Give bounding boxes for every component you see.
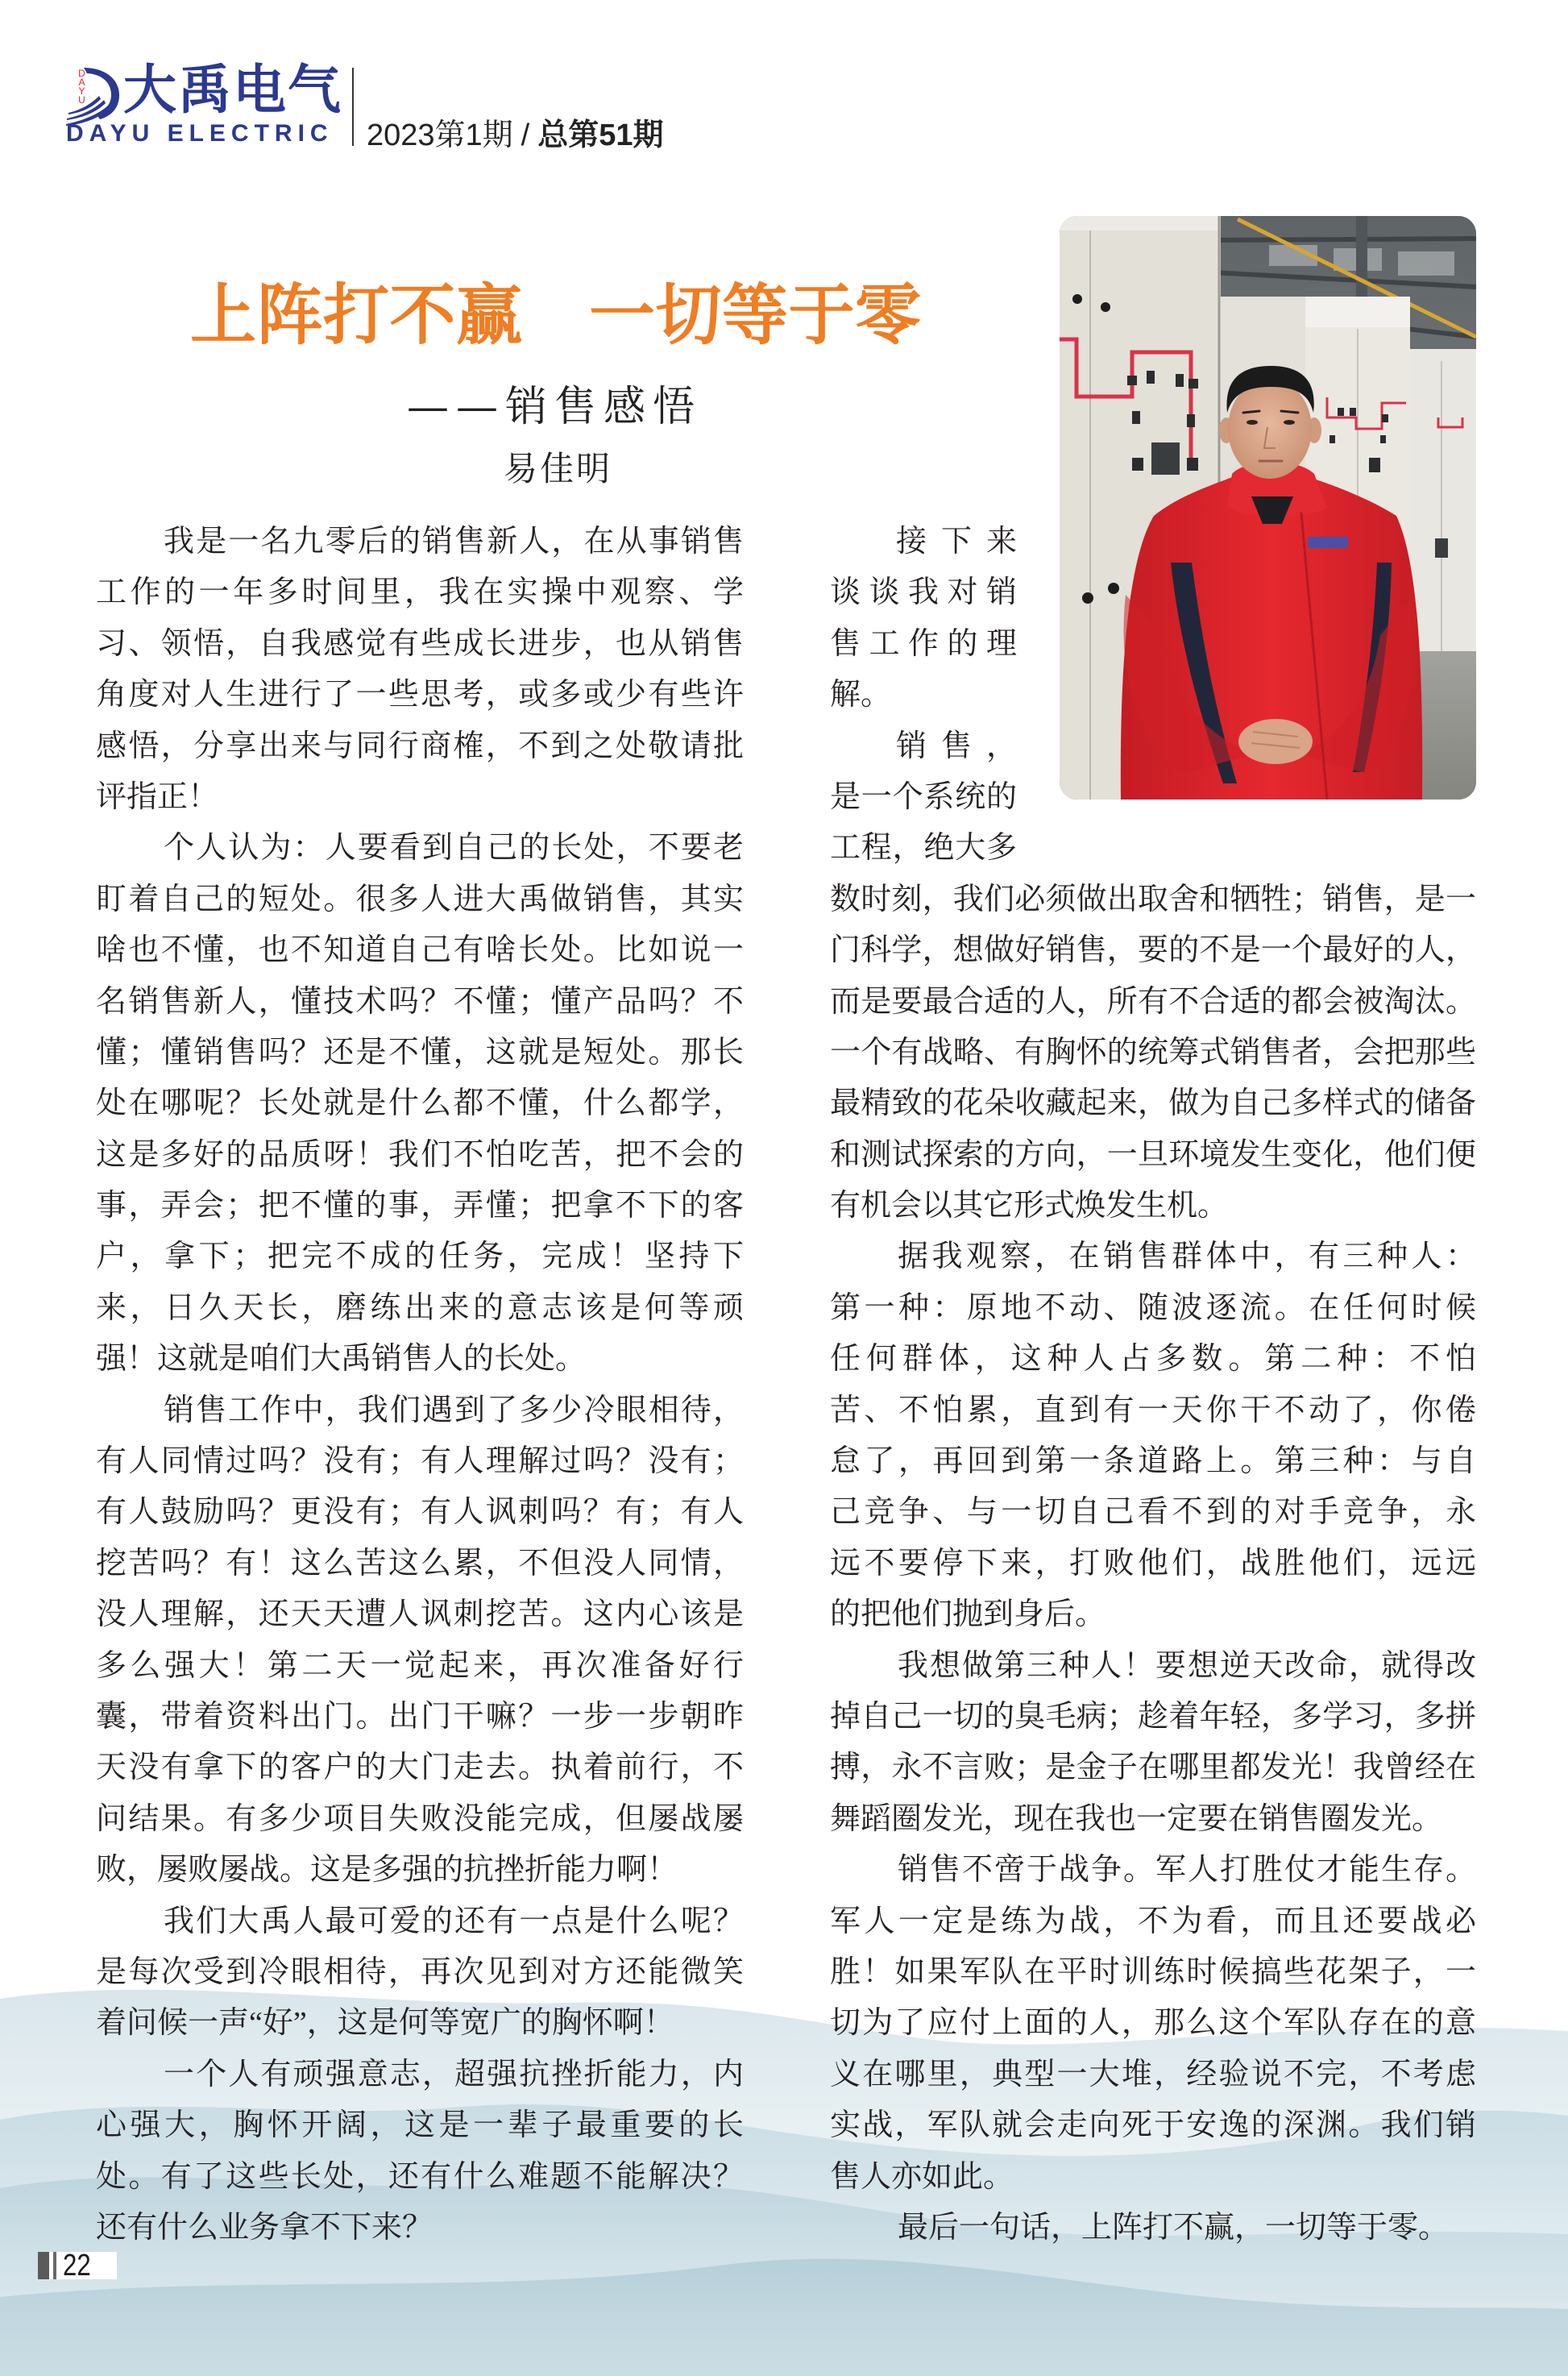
- text-line: 最后一句话，上阵打不赢，一切等于零。: [898, 2210, 1450, 2245]
- text-line: 事，弄会；把不懂的事，弄懂；把拿不下的客: [96, 1189, 744, 1223]
- text-line: 工作的一年多时间里，我在实操中观察、学: [96, 575, 744, 610]
- article-author: 易佳明: [504, 449, 613, 488]
- text-line: 怠了，再回到第一条道路上。第三种：与自: [830, 1444, 1476, 1479]
- text-line: 角度对人生进行了一些思考，或多或少有些许: [96, 678, 744, 712]
- text-line: 有人同情过吗？没有；有人理解过吗？没有；: [96, 1444, 744, 1479]
- text-line: 个人认为：人要看到自己的长处，不要老: [164, 831, 744, 866]
- text-line: 门科学，想做好销售，要的不是一个最好的人，: [830, 933, 1476, 968]
- text-line: 舞蹈圈发光，现在我也一定要在销售圈发光。: [830, 1801, 1443, 1836]
- text-line: 而是要最合适的人，所有不合适的都会被淘汰。: [830, 984, 1476, 1019]
- paragraph: [96, 1896, 744, 2050]
- issue-separator: /: [521, 118, 530, 152]
- paragraph: [830, 517, 1476, 721]
- text-line: 切为了应付上面的人，那么这个军队存在的意: [830, 2006, 1476, 2041]
- text-line: 售人亦如此。: [830, 2159, 1014, 2194]
- text-line: 义在哪里，典型一大堆，经验说不完，不考虑: [830, 2057, 1476, 2091]
- text-line: 解。: [830, 678, 892, 712]
- text-line: 处在哪呢？长处就是什么都不懂，什么都学，: [96, 1086, 744, 1121]
- text-line: 心强大，胸怀开阔，这是一辈子最重要的长: [96, 2108, 744, 2143]
- text-line: 任何群体，这种人占多数。第二种：不怕: [830, 1342, 1476, 1377]
- paragraph: [830, 1232, 1476, 1640]
- text-line: 是每次受到冷眼相待，再次见到对方还能微笑: [96, 1954, 744, 1989]
- text-line: 挖苦吗？有！这么苦这么累，不但没人同情，: [96, 1546, 744, 1581]
- logo-badge-text: DAYU: [78, 68, 85, 106]
- page-number-bar-thick: [38, 2252, 49, 2279]
- text-line: 售工作的理: [830, 626, 1017, 661]
- text-line: 最精致的花朵收藏起来，做为自己多样式的储备: [830, 1086, 1476, 1121]
- text-line: 一个人有顽强意志，超强抗挫折能力，内: [164, 2057, 744, 2091]
- text-line: 己竞争、与一切自己看不到的对手竞争，永: [830, 1495, 1476, 1530]
- text-line: 天没有拿下的客户的大门走去。执着前行，不: [96, 1751, 744, 1785]
- text-line: 和测试探索的方向，一旦环境发生变化，他们便: [830, 1137, 1476, 1172]
- paragraph: [96, 823, 744, 1385]
- text-line: 感悟，分享出来与同行商榷，不到之处敬请批: [96, 729, 744, 763]
- text-line: 是一个系统的: [830, 779, 1017, 814]
- text-line: 我们大禹人最可爱的还有一点是什么呢？: [164, 1904, 744, 1938]
- text-line: 销售不啻于战争。军人打胜仗才能生存。: [898, 1853, 1476, 1888]
- article-subtitle: ——销售感悟: [407, 383, 703, 431]
- text-line: 没人理解，还天天遭人讽刺挖苦。这内心该是: [96, 1597, 744, 1632]
- text-line: 数时刻，我们必须做出取舍和牺牲；销售，是一: [830, 882, 1476, 916]
- text-line: 处。有了这些长处，还有什么难题不能解决？: [96, 2159, 744, 2194]
- text-line: 问结果。有多少项目失败没能完成，但屡战屡: [96, 1801, 744, 1836]
- text-line: 有人鼓励吗？更没有；有人讽刺吗？有；有人: [96, 1495, 744, 1530]
- right-column: [830, 517, 1476, 2253]
- text-line: 军人一定是练为战，不为看，而且还要战必: [830, 1904, 1476, 1938]
- paragraph: [830, 721, 1476, 1232]
- text-line: 多么强大！第二天一觉起来，再次准备好行: [96, 1648, 744, 1683]
- paragraph: [96, 1385, 744, 1896]
- article-title: 上阵打不赢 一切等于零: [190, 276, 922, 354]
- text-line: 实战，军队就会走向死于安逸的深渊。我们销: [830, 2108, 1476, 2143]
- page-number-bar-thin: [53, 2252, 56, 2279]
- page-number: 22: [63, 2249, 91, 2283]
- text-line: 我想做第三种人！要想逆天改命，就得改: [898, 1648, 1476, 1683]
- header-divider: [352, 68, 354, 146]
- text-line: 来，日久天长，磨练出来的意志该是何等顽: [96, 1290, 744, 1325]
- paragraph: [830, 1641, 1476, 1846]
- text-line: 评指正！: [96, 779, 219, 814]
- text-line: 户，拿下；把完不成的任务，完成！坚持下: [96, 1240, 744, 1274]
- paragraph: [96, 2050, 744, 2254]
- text-line: 强！这就是咱们大禹销售人的长处。: [96, 1342, 587, 1377]
- page-number-badge: [38, 2249, 117, 2283]
- text-line: 着问候一声“好”，这是何等宽广的胸怀啊！: [96, 2006, 674, 2041]
- text-line: 接下来: [896, 525, 1017, 559]
- text-line: 第一种：原地不动、随波逐流。在任何时候: [830, 1290, 1476, 1325]
- text-line: 谈谈我对销: [830, 575, 1017, 610]
- text-line: 远不要停下来，打败他们，战胜他们，远远: [830, 1546, 1476, 1581]
- text-line: 我是一名九零后的销售新人，在从事销售: [164, 525, 744, 559]
- text-line: 还有什么业务拿不下来？: [96, 2210, 433, 2245]
- text-line: 囊，带着资料出门。出门干嘛？一步一步朝昨: [96, 1699, 744, 1734]
- text-line: 销售工作中，我们遇到了多少冷眼相待，: [164, 1393, 744, 1427]
- text-line: 有机会以其它形式焕发生机。: [830, 1189, 1229, 1223]
- text-line: 工程，绝大多: [830, 831, 1017, 866]
- paragraph: [96, 517, 744, 823]
- dayu-d-logo-icon: [64, 66, 122, 126]
- text-line: 掉自己一切的臭毛病；趁着年轻，多学习，多拼: [830, 1699, 1476, 1734]
- logo-english-name: DAYU ELECTRIC: [66, 120, 334, 147]
- text-line: 销售，: [896, 729, 1017, 763]
- text-line: 搏，永不言败；是金子在哪里都发光！我曾经在: [830, 1751, 1476, 1785]
- text-line: 一个有战略、有胸怀的统筹式销售者，会把那些: [830, 1035, 1476, 1070]
- text-line: 这是多好的品质呀！我们不怕吃苦，把不会的: [96, 1137, 744, 1172]
- issue-number: 2023第1期: [367, 118, 513, 152]
- text-line: 懂；懂销售吗？还是不懂，这就是短处。那长: [96, 1035, 744, 1070]
- text-line: 败，屡败屡战。这是多强的抗挫折能力啊！: [96, 1853, 678, 1888]
- text-line: 习、领悟，自我感觉有些成长进步，也从销售: [96, 626, 744, 661]
- text-line: 苦、不怕累，直到有一天你干不动了，你倦: [830, 1393, 1476, 1427]
- issue-info: [367, 120, 664, 151]
- logo-chinese-name: 大禹电气: [123, 59, 342, 121]
- paragraph: [830, 1845, 1476, 2203]
- text-line: 名销售新人，懂技术吗？不懂；懂产品吗？不: [96, 984, 744, 1019]
- text-line: 据我观察，在销售群体中，有三种人：: [898, 1240, 1476, 1274]
- text-line: 盯着自己的短处。很多人进大禹做销售，其实: [96, 882, 744, 916]
- text-line: 胜！如果军队在平时训练时候搞些花架子，一: [830, 1954, 1476, 1989]
- left-column: [96, 517, 744, 2253]
- text-line: 的把他们抛到身后。: [830, 1597, 1106, 1632]
- paragraph: [830, 2203, 1476, 2253]
- issue-total-number: 总第51期: [537, 118, 664, 152]
- text-line: 啥也不懂，也不知道自己有啥长处。比如说一: [96, 933, 744, 968]
